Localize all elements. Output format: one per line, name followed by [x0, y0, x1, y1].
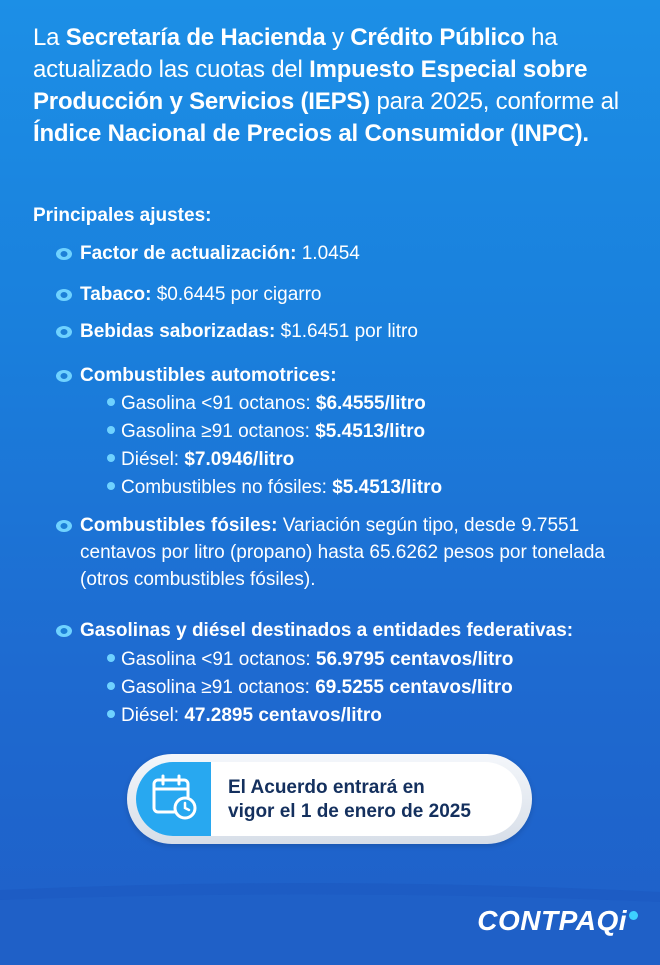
sub-item-label: Combustibles no fósiles:	[121, 477, 333, 498]
effective-date-callout	[127, 754, 532, 844]
sub-item-federativa	[107, 702, 382, 729]
dot-icon	[107, 710, 115, 718]
dot-icon	[107, 654, 115, 662]
calendar-badge	[136, 762, 211, 836]
item-combustibles-automotrices	[55, 362, 640, 389]
callout-line-1: El Acuerdo entrará en	[228, 777, 425, 798]
callout-line-2: vigor el 1 de enero de 2025	[228, 801, 471, 822]
item-combustibles-fosiles	[55, 512, 615, 593]
sub-item-automotriz	[107, 446, 294, 473]
item-label: Tabaco:	[80, 284, 152, 305]
sub-item-automotriz	[107, 418, 425, 445]
item-value: $1.6451 por litro	[275, 321, 418, 342]
intro-text-3: ha actualizado las cuotas del	[33, 24, 558, 83]
dot-icon	[107, 454, 115, 462]
intro-bold-ieps: Impuesto Especial sobre Producción y Servicios (IEPS)	[33, 56, 588, 115]
sub-item-value: 47.2895 centavos/litro	[184, 705, 382, 726]
item-label: Combustibles automotrices:	[80, 365, 337, 386]
calendar-clock-icon	[150, 772, 200, 822]
sub-item-federativa	[107, 646, 513, 673]
sub-item-value: $7.0946/litro	[184, 449, 295, 470]
sub-item-automotriz	[107, 474, 442, 501]
item-label: Gasolinas y diésel destinados a entidades federativas:	[80, 620, 574, 641]
sub-item-label: Diésel:	[121, 449, 185, 470]
logo-text: CONTPAQ	[477, 905, 619, 936]
sub-item-value: $5.4513/litro	[332, 477, 443, 498]
intro-text-1: La	[33, 24, 66, 51]
bullet-icon	[55, 247, 73, 261]
dot-icon	[107, 682, 115, 690]
sub-item-value: 56.9795 centavos/litro	[315, 649, 514, 670]
item-label: Bebidas saborizadas:	[80, 321, 276, 342]
item-value: Variación según tipo, desde 9.7551 centavos por litro (propano) hasta 65.6262 pesos por tonelada (otros combustibles fósiles).	[80, 515, 605, 590]
intro-paragraph	[33, 22, 633, 150]
item-tabaco	[55, 281, 640, 308]
sub-item-label: Gasolina ≥91 octanos:	[121, 421, 316, 442]
sub-item-label: Diésel:	[121, 705, 185, 726]
item-label: Factor de actualización:	[80, 243, 297, 264]
sub-item-federativa	[107, 674, 513, 701]
item-bebidas	[55, 318, 640, 345]
intro-bold-credito: Crédito Público	[350, 24, 525, 51]
intro-text-4: para 2025, conforme al	[369, 88, 619, 115]
dot-icon	[107, 426, 115, 434]
logo-suffix: i	[618, 905, 627, 936]
contpaqi-logo	[477, 905, 638, 937]
item-label: Combustibles fósiles:	[80, 515, 278, 536]
sub-item-value: $5.4513/litro	[315, 421, 426, 442]
sub-item-label: Gasolina <91 octanos:	[121, 393, 316, 414]
item-gasolinas-entidades	[55, 617, 640, 644]
bullet-icon	[55, 624, 73, 638]
item-value: $0.6445 por cigarro	[151, 284, 322, 305]
bullet-icon	[55, 288, 73, 302]
sub-item-label: Gasolina <91 octanos:	[121, 649, 316, 670]
bullet-icon	[55, 519, 73, 533]
item-value: 1.0454	[296, 243, 360, 264]
bullet-icon	[55, 369, 73, 383]
intro-bold-inpc: Índice Nacional de Precios al Consumidor (INPC).	[33, 120, 589, 147]
sub-item-automotriz	[107, 390, 426, 417]
sub-item-value: 69.5255 centavos/litro	[315, 677, 513, 698]
dot-icon	[107, 482, 115, 490]
subheading: Principales ajustes:	[33, 205, 212, 226]
intro-bold-secretaria: Secretaría de Hacienda	[65, 24, 326, 51]
item-factor	[55, 240, 640, 267]
bullet-icon	[55, 325, 73, 339]
intro-text-2: y	[325, 24, 351, 51]
dot-icon	[107, 398, 115, 406]
callout-text	[228, 776, 471, 824]
sub-item-value: $6.4555/litro	[315, 393, 426, 414]
callout-card	[136, 762, 522, 836]
sub-item-label: Gasolina ≥91 octanos:	[121, 677, 316, 698]
logo-dot	[629, 911, 638, 920]
